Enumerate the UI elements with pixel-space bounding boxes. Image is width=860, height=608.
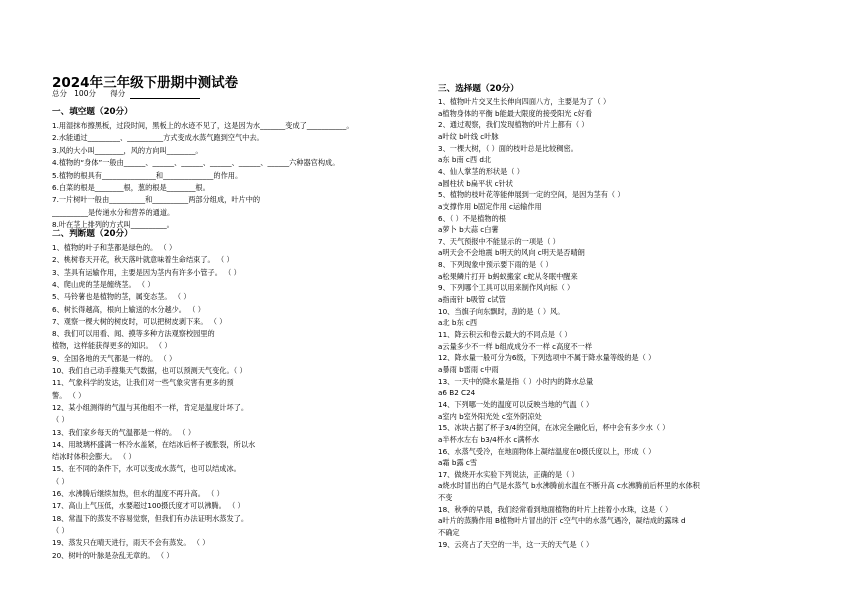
- total-value: 100分: [74, 89, 96, 98]
- question-line: 6、（ ）不是植物的根: [438, 213, 506, 223]
- question-line: 2.水能通过_________、__________方式变成水蒸气跑到空气中去。: [52, 133, 264, 143]
- question-line: a云量多少不一样 b组成成分不一样 c高度不一样: [438, 341, 593, 351]
- question-line: 2、通过观察，我们发现植物的叶片上都有（ ）: [438, 120, 589, 130]
- question-line: a明天会不会地震 b明天的风向 c明天是否晴朗: [438, 248, 585, 258]
- question-line: 18、秋季的早晨，我们经常看到地面植物的叶片上挂着小水珠，这是（ ）: [438, 504, 673, 514]
- question-line: a6 B2 C24: [438, 388, 476, 398]
- question-line: （ ）: [52, 415, 69, 425]
- question-line: a半杯水左右 b3/4杯水 c满杯水: [438, 434, 539, 444]
- section-choice-heading: 三、选择题（20分）: [438, 84, 519, 94]
- question-line: 8、下列现象中预示要下雨的是（ ）: [438, 260, 553, 270]
- question-line: 2、桃树春天开花，秋天落叶就意味着生命结束了。 （ ）: [52, 255, 234, 265]
- question-line: 13、我们家乡每天的气温都是一样的。 （ ）: [52, 427, 196, 437]
- question-line: 1.用湿抹布擦黑板，过段时间，黑板上的水迹不见了，这是因为水_______变成了___________。: [52, 121, 354, 130]
- question-line: 5、植物的枝叶花等能伸展到一定的空间，是因为茎有（ ）: [438, 190, 625, 200]
- question-line: a圆柱状 b扁平状 c针状: [438, 178, 513, 188]
- question-line: a北 b东 c西: [438, 318, 478, 328]
- question-line: 18、常温下的蒸发不容易觉察，但我们有办法证明水蒸发了。: [52, 513, 249, 523]
- question-line: 7、天气预报中不能显示的一项是（ ）: [438, 236, 560, 246]
- score-line: [52, 88, 200, 99]
- question-line: __________是传递水分和营养的通道。: [52, 207, 175, 217]
- question-line: a松果鳞片打开 b蚂蚁搬家 c蛇从冬眠中醒来: [438, 271, 578, 281]
- question-line: 不变: [438, 493, 453, 503]
- question-line: 15、冰块占据了杯子3/4的空间，在冰完全融化后，杯中会有多少水（ ）: [438, 423, 670, 433]
- question-line: 17、高山上气压低，水要超过100摄氏度才可以沸腾。 （ ）: [52, 501, 245, 511]
- question-line: 警。 （ ）: [52, 390, 86, 400]
- question-line: （ ）: [52, 476, 69, 486]
- page-title: 2024年三年级下册期中测试卷: [52, 75, 239, 91]
- question-line: 3、茎具有运输作用，主要是因为茎内有许多小管子。 （ ）: [52, 267, 241, 277]
- question-line: 1、植物叶片交叉生长伸向四面八方，主要是为了（ ）: [438, 97, 611, 106]
- question-line: a叶片的蒸腾作用 B植物叶片冒出的汗 c空气中的水蒸气遇冷，凝结成的露珠 d: [438, 516, 686, 526]
- question-line: 7.一片树叶一般由__________和__________两部分组成，叶片中的: [52, 195, 261, 205]
- question-line: 14、用玻璃杯盛满一杯冷水盖紧，在结冰后杯子被胀裂，所以水: [52, 439, 256, 449]
- question-line: a暴雨 b雷雨 c中雨: [438, 364, 499, 374]
- question-line: 16、水沸腾后继续加热，但水的温度不再升高。 （ ）: [52, 489, 224, 498]
- question-line: 10、当旗子向东飘时，刮的是（ ）风。: [438, 306, 565, 316]
- question-line: 16、水蒸气受冷，在地面物体上凝结温度在0摄氏度以上，形成（ ）: [438, 446, 656, 456]
- question-line: a植物身体的平衡 b能最大限度的接受阳光 c好看: [438, 108, 593, 118]
- question-line: 4、爬山虎的茎是缠绕茎。 （ ）: [52, 279, 155, 289]
- score-label: 得分: [110, 89, 126, 98]
- question-line: a支撑作用 b固定作用 c运输作用: [438, 201, 542, 211]
- question-line: 6.白菜的根是________根，葱的根是________根。: [52, 183, 210, 192]
- question-line: 20、树叶的叶脉是杂乱无章的。 （ ）: [52, 550, 174, 560]
- question-line: 11、降云积云和卷云最大的不同点是（ ）: [438, 330, 572, 339]
- question-line: 17、做烧开水实验下列说法，正确的是（ ）: [438, 469, 579, 479]
- section-judge-heading: 二、判断题（20分）: [52, 229, 133, 239]
- question-line: a指南针 b吸管 c试管: [438, 295, 506, 305]
- section-fill-heading: 一、填空题（20分）: [52, 107, 133, 117]
- question-line: a萝卜 b大蒜 c白薯: [438, 225, 499, 235]
- question-line: a室内 b室外阳光处 c室外阴凉处: [438, 411, 542, 421]
- question-line: 7、观察一棵大树的树皮时，可以把树皮剥下来。 （ ）: [52, 316, 227, 326]
- question-line: 5.植物的根具有_______________和______________的作用。: [52, 170, 243, 180]
- question-line: 植物，这样能获得更多的知识。 （ ）: [52, 341, 172, 351]
- question-line: 6、树长得越高，根向上输送的水分越少。 （ ）: [52, 304, 205, 314]
- question-line: 19、云亮占了天空的一半，这一天的天气是（ ）: [438, 539, 594, 549]
- question-line: 4.植物的“身体”一般由______、______、______、______、______、______六种器官构成。: [52, 158, 340, 168]
- question-line: 3.风的大小叫________，风的方向叫________。: [52, 145, 203, 155]
- score-blank: [130, 90, 200, 99]
- question-line: 5、马铃薯也是植物的茎，属变态茎。 （ ）: [52, 292, 191, 302]
- question-line: a叶纹 b叶线 c叶脉: [438, 131, 499, 141]
- question-line: 9、全国各地的天气都是一样的。 （ ）: [52, 353, 177, 363]
- question-line: a东 b南 c西 d北: [438, 155, 492, 165]
- question-line: 9、下列哪个工具可以用来制作风向标（ ）: [438, 283, 575, 293]
- question-line: a霜 b露 c雪: [438, 458, 478, 468]
- question-line: 3、一棵大树，（ ）面的枝叶总是比较稠密。: [438, 143, 578, 153]
- question-line: （ ）: [52, 525, 69, 535]
- question-line: 8、我们可以用看、闻、摸等多种方法观察校园里的: [52, 329, 215, 339]
- question-line: 10、我们自己动手搜集天气数据，也可以预测天气变化。（ ）: [52, 366, 247, 375]
- question-line: 13、一天中的降水量是指（ ）小时内的降水总量: [438, 376, 594, 386]
- question-line: 4、仙人掌茎的形状是（ ）: [438, 166, 524, 176]
- question-line: a烧水时冒出的白气是水蒸气 b水沸腾前水温在不断升高 c水沸腾前后杯里的水体积: [438, 481, 700, 491]
- question-line: 15、在不同的条件下，水可以变成水蒸气，也可以结成冰。: [52, 464, 241, 474]
- question-line: 12、降水量一般可分为6级，下列选项中不属于降水量等级的是（ ）: [438, 353, 656, 363]
- total-label: 总分: [52, 89, 67, 98]
- question-line: 14、下列哪一处的温度可以反映当地的气温（ ）: [438, 399, 594, 409]
- question-line: 11、气象科学的发达，让我们对一些气象灾害有更多的预: [52, 378, 234, 388]
- question-line: 不确定: [438, 528, 460, 538]
- question-line: 结冰时体积会膨大。 （ ）: [52, 452, 136, 462]
- question-line: 12、某小组测得的气温与其他组不一样，肯定是温度计坏了。: [52, 402, 249, 412]
- question-line: 1、植物的叶子和茎都是绿色的。 （ ）: [52, 243, 177, 252]
- question-line: 19、蒸发只在晴天进行，雨天不会有蒸发。 （ ）: [52, 538, 210, 548]
- question-line: 8.叶在茎上排列的方式叫__________。: [52, 220, 174, 230]
